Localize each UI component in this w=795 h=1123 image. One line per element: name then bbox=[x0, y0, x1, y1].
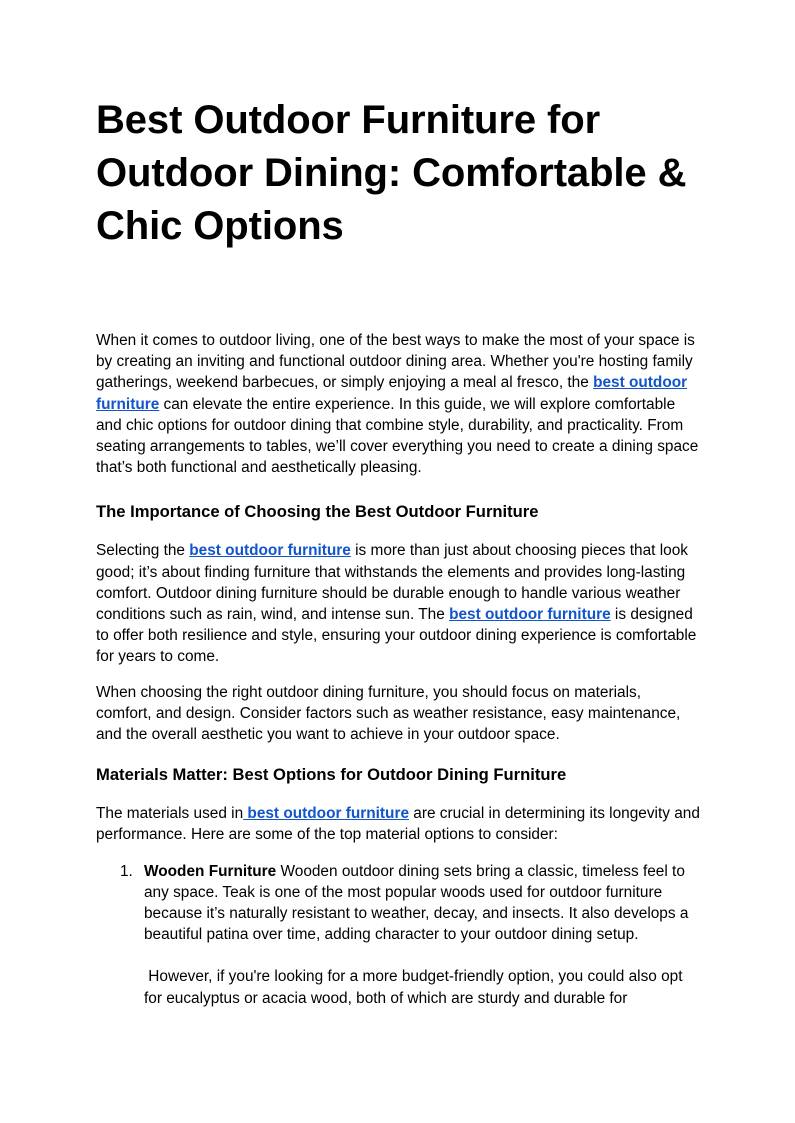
materials-paragraph bbox=[96, 803, 700, 845]
document-content bbox=[96, 94, 700, 1009]
importance-text-2: is more than just about choosing pieces that look good; it’s about finding furniture that withstands the elements and provides long-lasting comfort. Outdoor dining furniture should be durable enough to handle various weather conditions such as rain, wind, and intense sun. The bbox=[96, 542, 688, 624]
importance-paragraph-2: When choosing the right outdoor dining furniture, you should focus on materials, comfort, and design. Consider factors such as weather resistance, easy maintenance, and the overall aesthetic you want to achieve in your outdoor space. bbox=[96, 683, 681, 744]
list-item bbox=[96, 861, 700, 1009]
materials-text-1: The materials used in bbox=[96, 805, 244, 823]
intro-link-best-outdoor-furniture[interactable]: best outdoor furniture bbox=[96, 374, 688, 413]
intro-paragraph bbox=[96, 330, 700, 478]
section-heading-importance: The Importance of Choosing the Best Outdoor Furniture bbox=[96, 502, 539, 522]
importance-text-1: Selecting the bbox=[96, 542, 190, 560]
materials-text-2: are crucial in determining its longevity and performance. Here are some of the top material options to consider: bbox=[96, 805, 700, 844]
list-item-subparagraph: However, if you're looking for a more budget-friendly option, you could also opt for eucalyptus or acacia wood, both of which are sturdy and durable for bbox=[144, 968, 687, 1007]
intro-text-1: When it comes to outdoor living, one of the best ways to make the most of your space is by creating an inviting and functional outdoor dining area. Whether you're hosting family gatherings, weekend barbecues, or simply enjoying a meal al fresco, the bbox=[96, 332, 695, 392]
list-item-text: Wooden outdoor dining sets bring a classic, timeless feel to any space. Teak is one of the most popular woods used for outdoor furniture because it’s naturally resistant to weather, decay, and insects. It also develops a beautiful patina over time, adding character to your outdoor dining setup. bbox=[144, 862, 689, 944]
page-title: Best Outdoor Furniture for Outdoor Dining: Comfortable & Chic Options bbox=[96, 98, 687, 248]
list-item-number: 1. bbox=[120, 862, 133, 880]
list-item-title: Wooden Furniture bbox=[144, 862, 277, 880]
section-heading-materials: Materials Matter: Best Options for Outdoor Dining Furniture bbox=[96, 765, 567, 785]
importance-paragraph-1 bbox=[96, 540, 700, 667]
importance-link-1[interactable]: best outdoor furniture bbox=[189, 542, 351, 560]
importance-text-3: is designed to offer both resilience and style, ensuring your outdoor dining experience is comfortable for years to come. bbox=[96, 606, 697, 666]
intro-text-2: can elevate the entire experience. In this guide, we will explore comfortable and chic options for outdoor dining that combine style, durability, and practicality. From seating arrangements to tables, we’ll cover everything you need to create a dining space that’s both functional and aesthetically pleasing. bbox=[96, 395, 699, 477]
importance-link-2[interactable]: best outdoor furniture bbox=[449, 606, 611, 624]
list-item-body bbox=[144, 861, 700, 946]
materials-link-best-outdoor-furniture[interactable]: best outdoor furniture bbox=[243, 805, 410, 823]
materials-list bbox=[96, 861, 700, 1009]
